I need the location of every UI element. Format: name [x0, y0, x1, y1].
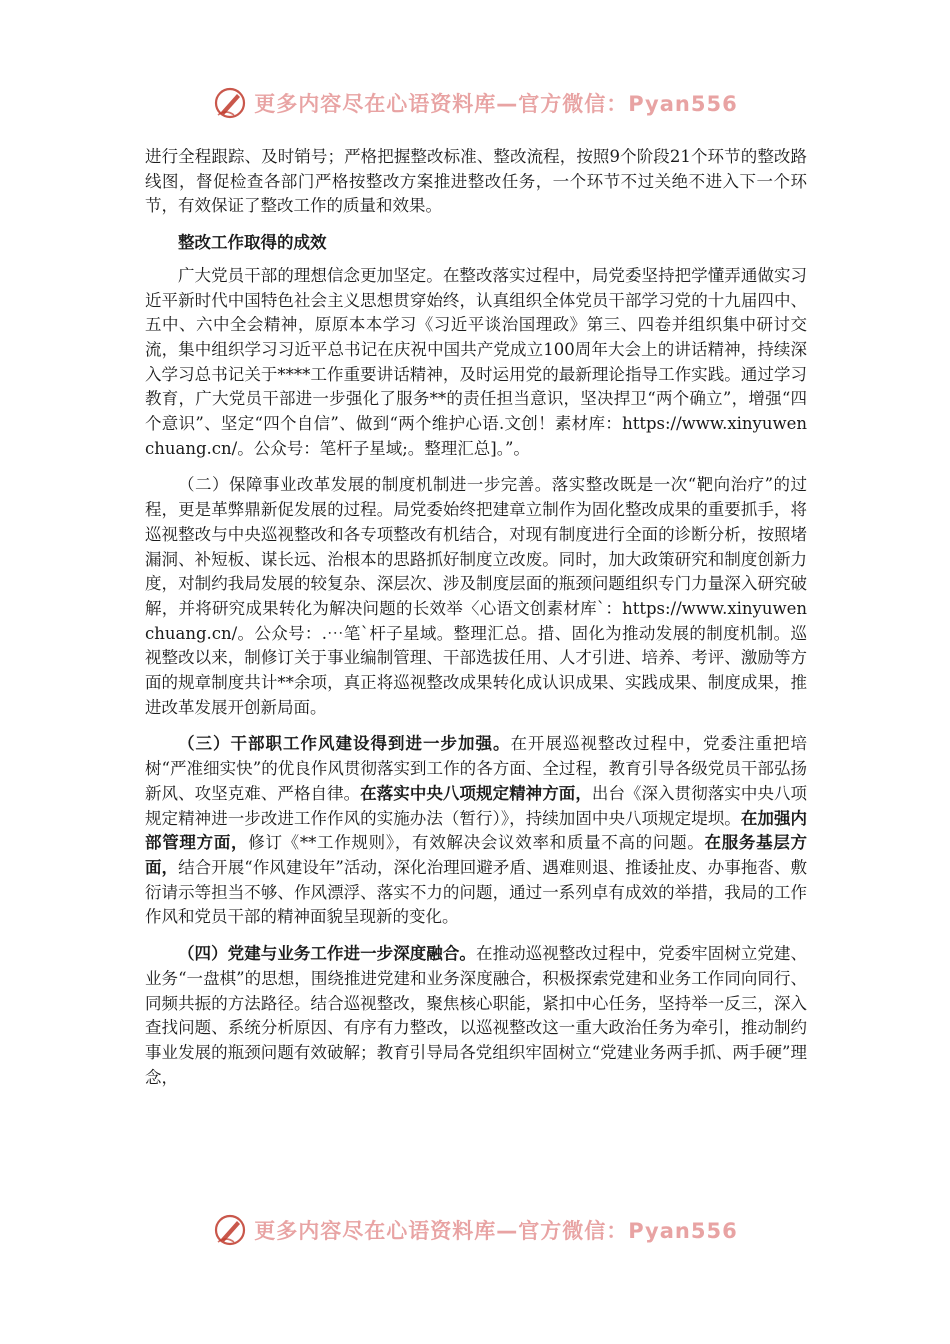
section-heading: 整改工作取得的成效: [178, 233, 327, 253]
paragraph-continued: 进行全程跟踪、及时销号；严格把握整改标准、整改流程，按照9个阶段21个环节的整改路线图，督促检查各部门严格按整改方案推进整改任务，一个环节不过关绝不进入下一个环节，有效保证了整改工作的质量和效果。: [145, 147, 807, 216]
bold-lead: （四）党建与业务工作进一步深度融合。: [178, 944, 476, 964]
banner-text: 更多内容尽在心语资料库—官方微信：Pyan556: [254, 92, 738, 116]
header-banner: [0, 83, 950, 123]
pen-circle-logo-icon: [212, 85, 248, 121]
pen-circle-logo-icon: [212, 1212, 248, 1248]
bold-phrase: 在加强内部管理方面，: [145, 808, 808, 853]
footer-banner: [0, 1210, 950, 1250]
bold-phrase: 在服务基层方面，: [145, 833, 808, 877]
document-body: [145, 145, 807, 1090]
paragraph-party-building: （四）党建与业务工作进一步深度融合。在推动巡视整改过程中，党委牢固树立党建、业务“一盘棋”的思想，围绕推进党建和业务深度融合，积极探索党建和业务工作同向同行、同频共振的方法路径。结合巡视整改，聚焦核心职能，紧扣中心任务，坚持举一反三，深入查找问题、系统分析原因、有序有力整改，以巡视整改这一重大政治任务为牵引，推动制约事业发展的瓶颈问题有效破解；教育引导局各党组织牢固树立“党建业务两手抓、两手硬”理念，: [145, 944, 808, 1087]
bold-phrase: 在落实中央八项规定精神方面，: [360, 783, 592, 803]
bold-lead: （三）干部职工作风建设得到进一步加强。: [178, 734, 511, 754]
paragraph-institutions: （二）保障事业改革发展的制度机制进一步完善。落实整改既是一次“靶向治疗”的过程，更是革弊鼎新促发展的过程。局党委始终把建章立制作为固化整改成果的重要抓手，将巡视整改与中央巡视整改和各专项整改有机结合，对现有制度进行全面的诊断分析，按照堵漏洞、补短板、谋长远、治根本的思路抓好制度立改废。同时，加大政策研究和制度创新力度，对制约我局发展的较复杂、深层次、涉及制度层面的瓶颈问题组织专门力量深入研究破解，并将研究成果转化为解决问题的长效举〈心语文创素材库`：https://www.xinyuwenchuang.cn/。公众号：.⋯笔`杆子星域。整理汇总。措、固化为推动发展的制度机制。巡视整改以来，制修订关于事业编制管理、干部选拔任用、人才引进、培养、考评、激励等方面的规章制度共计**余项，真正将巡视整改成果转化成认识成果、实践成果、制度成果，推进改革发展开创新局面。: [145, 475, 807, 717]
banner-text: 更多内容尽在心语资料库—官方微信：Pyan556: [254, 1219, 738, 1243]
paragraph-work-style: （三）干部职工作风建设得到进一步加强。在开展巡视整改过程中，党委注重把培树“严准细实快”的优良作风贯彻落实到工作的各方面、全过程，教育引导各级党员干部弘扬新风、攻坚克难、严格自律。在落实中央八项规定精神方面，出台《深入贯彻落实中央八项规定精神进一步改进工作作风的实施办法（暂行）》，持续加固中央八项规定堤坝。在加强内部管理方面，修订《**工作规则》，有效解决会议效率和质量不高的问题。在服务基层方面，结合开展“作风建设年”活动，深化治理回避矛盾、遇难则退、推诿扯皮、办事拖沓、敷衍请示等担当不够、作风漂浮、落实不力的问题，通过一系列卓有成效的举措，我局的工作作风和党员干部的精神面貌呈现新的变化。: [145, 734, 808, 927]
paragraph-beliefs: 广大党员干部的理想信念更加坚定。在整改落实过程中，局党委坚持把学懂弄通做实习近平新时代中国特色社会主义思想贯穿始终，认真组织全体党员干部学习党的十九届四中、五中、六中全会精神，原原本本学习《习近平谈治国理政》第三、四卷并组织集中研讨交流，集中组织学习习近平总书记在庆祝中国共产党成立100周年大会上的讲话精神，持续深入学习总书记关于****工作重要讲话精神，及时运用党的最新理论指导工作实践。通过学习教育，广大党员干部进一步强化了服务**的责任担当意识，坚决捍卫“两个确立”，增强“四个意识”、坚定“四个自信”、做到“两个维护心语.文创！素材库：https://www.xinyuwenchuang.cn/。公众号：笔杆子星域;。整理汇总]。”。: [145, 265, 807, 458]
